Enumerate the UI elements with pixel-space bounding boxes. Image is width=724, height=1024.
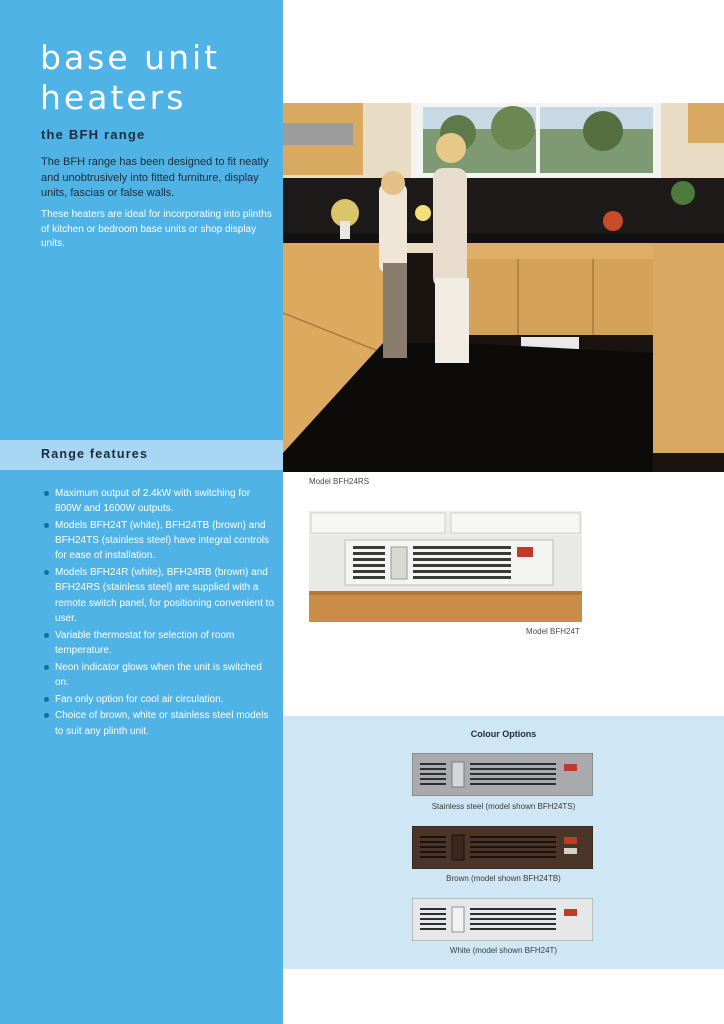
bullet-icon <box>44 633 49 638</box>
swatch-caption-white: White (model shown BFH24T) <box>449 946 558 955</box>
brown-heater-image <box>412 826 593 869</box>
kitchen-photo <box>283 103 724 472</box>
plinth-illustration <box>309 511 582 622</box>
swatch-caption-stainless: Stainless steel (model shown BFH24TS) <box>431 802 576 811</box>
bullet-icon <box>44 697 49 702</box>
white-heater-image <box>412 898 593 941</box>
swatch-caption-brown: Brown (model shown BFH24TB) <box>446 874 561 883</box>
kitchen-illustration <box>283 103 724 472</box>
heater-swatch-brown <box>412 826 593 869</box>
intro-body: These heaters are ideal for incorporating into plinths of kitchen or bedroom base units or shop display units. <box>41 209 272 249</box>
bullet-icon <box>44 665 49 670</box>
plinth-heater-photo <box>309 511 582 622</box>
left-column <box>0 0 283 1024</box>
range-subtitle: the BFH range <box>41 127 146 142</box>
title-line-2: heaters <box>40 78 187 117</box>
bullet-icon <box>44 570 49 575</box>
kitchen-caption: Model BFH24RS <box>309 477 370 486</box>
page-title <box>40 38 280 118</box>
bullet-icon <box>44 523 49 528</box>
features-title: Range features <box>41 447 149 461</box>
features-heading-bar <box>0 440 283 470</box>
colour-options-title: Colour Options <box>470 729 537 739</box>
intro-lead: The BFH range has been designed to fit neatly and unobtrusively into fitted furniture, display units, fascias or false walls. <box>41 156 269 199</box>
bullet-icon <box>44 713 49 718</box>
feature-item: Neon indicator glows when the unit is switched on. <box>44 660 276 690</box>
features-list <box>44 486 276 740</box>
feature-item: Variable thermostat for selection of room temperature. <box>44 628 276 658</box>
feature-item: Fan only option for cool air circulation. <box>44 692 276 707</box>
title-line-1: base unit <box>40 38 221 77</box>
heater-swatch-white <box>412 898 593 941</box>
bullet-icon <box>44 491 49 496</box>
feature-item: Models BFH24R (white), BFH24RB (brown) and BFH24RS (stainless steel) are supplied with a remote switch panel, for positioning convenient to user. <box>44 565 276 626</box>
heater-swatch-stainless <box>412 753 593 796</box>
plinth-caption: Model BFH24T <box>526 627 580 636</box>
feature-item: Maximum output of 2.4kW with switching for 800W and 1600W outputs. <box>44 486 276 516</box>
stainless-heater-image <box>412 753 593 796</box>
feature-item: Choice of brown, white or stainless steel models to suit any plinth unit. <box>44 708 276 738</box>
feature-item: Models BFH24T (white), BFH24TB (brown) and BFH24TS (stainless steel) have integral controls for ease of installation. <box>44 518 276 564</box>
colour-options-panel <box>283 716 724 969</box>
